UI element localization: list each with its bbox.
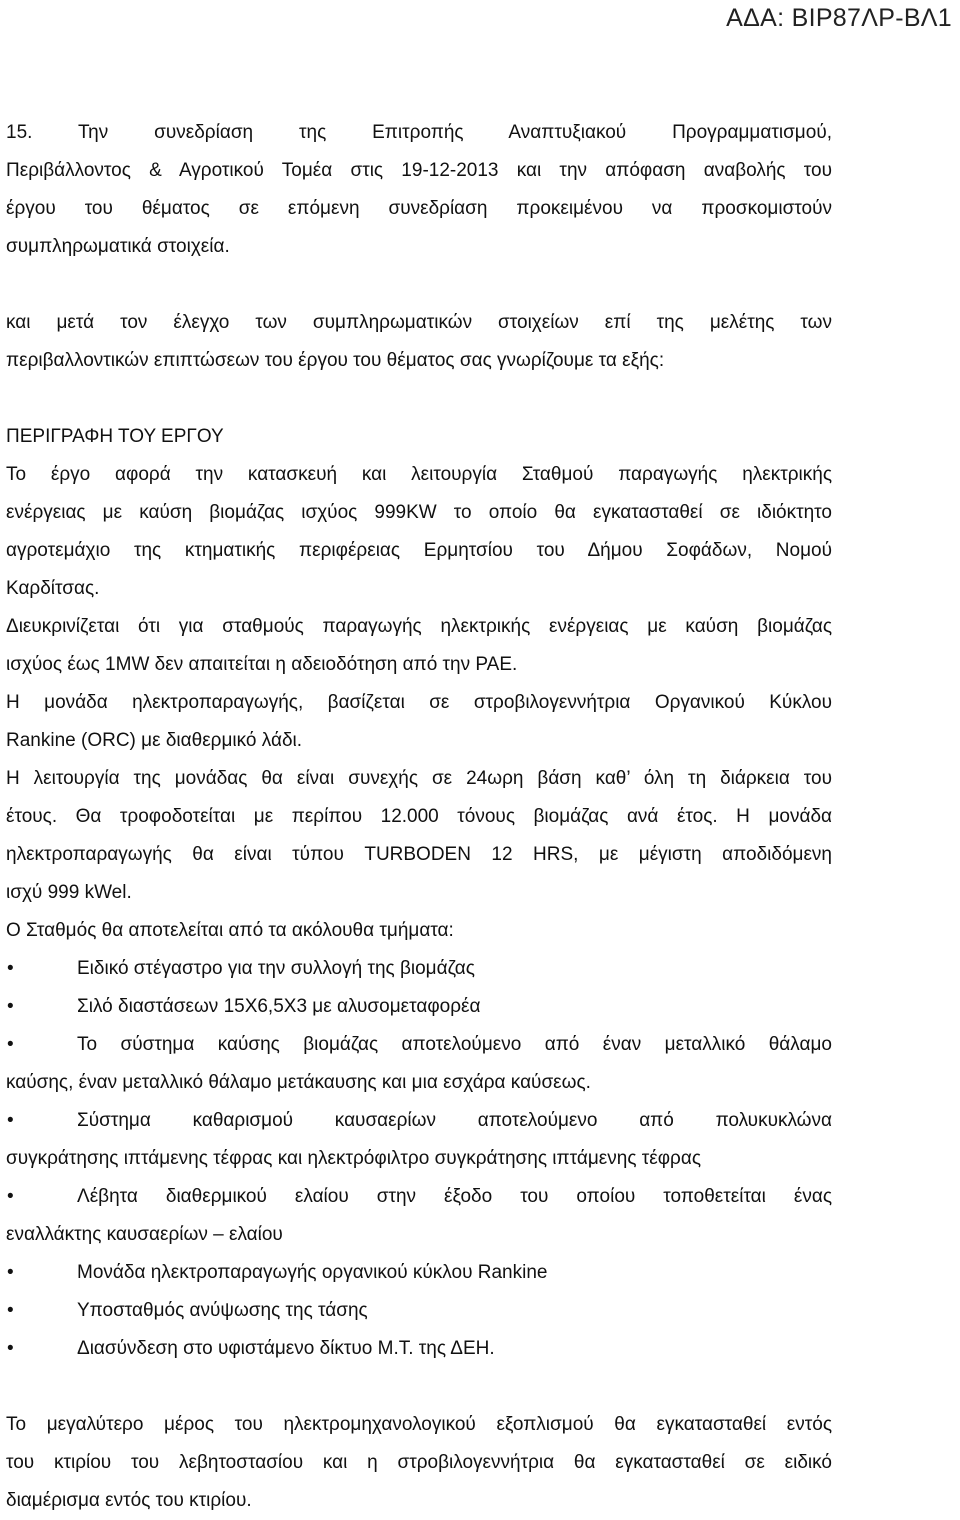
- section15-line: Περιβάλλοντος & Αγροτικού Τομέα στις 19-12-2013 και την απόφαση αναβολής του: [6, 160, 832, 181]
- bullet-icon: •: [7, 958, 14, 979]
- list-item-text: Λέβητα διαθερμικού ελαίου στην έξοδο του οποίου τοποθετείται ένας: [77, 1186, 832, 1207]
- list-item-text: Ειδικό στέγαστρο για την συλλογή της βιομάζας: [77, 958, 475, 979]
- section15-line: 15. Την συνεδρίαση της Επιτροπής Αναπτυξιακού Προγραμματισμού,: [6, 122, 832, 143]
- document-body: [6, 114, 832, 1520]
- bullet-icon: •: [7, 1338, 14, 1359]
- description-line: Η μονάδα ηλεκτροπαραγωγής, βασίζεται σε στροβιλογεννήτρια Οργανικού Κύκλου: [6, 692, 832, 713]
- list-item: [6, 950, 832, 988]
- bullet-icon: •: [7, 1034, 14, 1055]
- description-line: Το έργο αφορά την κατασκευή και λειτουργία Σταθμού παραγωγής ηλεκτρικής: [6, 464, 832, 485]
- closing-line: διαμέρισμα εντός του κτιρίου.: [6, 1490, 252, 1511]
- list-item-text: Υποσταθμός ανύψωσης της τάσης: [77, 1300, 368, 1321]
- description-line: Η λειτουργία της μονάδας θα είναι συνεχής σε 24ωρη βάση καθ’ όλη τη διάρκεια του: [6, 768, 832, 789]
- description-line: ισχύ 999 kWel.: [6, 882, 132, 903]
- description-line: ισχύος έως 1MW δεν απαιτείται η αδειοδότηση από την ΡΑΕ.: [6, 654, 518, 675]
- description-line: Ο Σταθμός θα αποτελείται από τα ακόλουθα τμήματα:: [6, 920, 454, 941]
- description-line: έτους. Θα τροφοδοτείται με περίπου 12.000 τόνους βιομάζας ανά έτος. Η μονάδα: [6, 806, 832, 827]
- bullet-icon: •: [7, 1262, 14, 1283]
- list-item-text: Το σύστημα καύσης βιομάζας αποτελούμενο από έναν μεταλλικό θάλαμο: [77, 1034, 832, 1055]
- list-item-text: Σύστημα καθαρισμού καυσαερίων αποτελούμενο από πολυκυκλώνα: [77, 1110, 832, 1131]
- section15-line: συμπληρωματικά στοιχεία.: [6, 236, 230, 257]
- bullet-icon: •: [7, 1300, 14, 1321]
- description-line: Διευκρινίζεται ότι για σταθμούς παραγωγής ηλεκτρικής ενέργειας με καύση βιομάζας: [6, 616, 832, 637]
- description-line: ηλεκτροπαραγωγής θα είναι τύπου TURBODEN 12 HRS, με μέγιστη αποδιδόμενη: [6, 844, 832, 865]
- bullet-icon: •: [7, 1186, 14, 1207]
- description-line: Καρδίτσας.: [6, 578, 100, 599]
- bullet-icon: •: [7, 996, 14, 1017]
- spacer: [6, 266, 832, 304]
- section-heading: ΠΕΡΙΓΡΑΦΗ ΤΟΥ ΕΡΓΟΥ: [6, 426, 224, 447]
- description-line: ενέργειας με καύση βιομάζας ισχύος 999KW το οποίο θα εγκατασταθεί σε ιδιόκτητο: [6, 502, 832, 523]
- description-line: αγροτεμάχιο της κτηματικής περιφέρειας Ερμητσίου του Δήμου Σοφάδων, Νομού: [6, 540, 832, 561]
- list-item: [6, 1330, 832, 1368]
- closing-line: Το μεγαλύτερο μέρος του ηλεκτρομηχανολογικού εξοπλισμού θα εγκατασταθεί εντός: [6, 1414, 832, 1435]
- list-item: [6, 1292, 832, 1330]
- list-item-text: Μονάδα ηλεκτροπαραγωγής οργανικού κύκλου Rankine: [77, 1262, 548, 1283]
- intro-line: και μετά τον έλεγχο των συμπληρωματικών στοιχείων επί της μελέτης των: [6, 312, 832, 333]
- section15-line: έργου του θέματος σε επόμενη συνεδρίαση προκειμένου να προσκομιστούν: [6, 198, 832, 219]
- list-item-continuation: συγκράτησης ιπτάμενης τέφρας και ηλεκτρόφιλτρο συγκράτησης ιπτάμενης τέφρας: [6, 1148, 702, 1169]
- list-item: [6, 988, 832, 1026]
- list-item: [6, 1102, 832, 1140]
- list-item-continuation: καύσης, έναν μεταλλικό θάλαμο μετάκαυσης και μια εσχάρα καύσεως.: [6, 1072, 591, 1093]
- spacer: [6, 380, 832, 418]
- list-item: [6, 1254, 832, 1292]
- list-item-text: Σιλό διαστάσεων 15Χ6,5Χ3 με αλυσομεταφορέα: [77, 996, 481, 1017]
- list-item-text: Διασύνδεση στο υφιστάμενο δίκτυο Μ.Τ. της ΔΕΗ.: [77, 1338, 495, 1359]
- list-item: [6, 1026, 832, 1064]
- intro-line: περιβαλλοντικών επιπτώσεων του έργου του θέματος σας γνωρίζουμε τα εξής:: [6, 350, 665, 371]
- document-code: ΑΔΑ: ΒΙΡ87ΛΡ-ΒΛ1: [726, 4, 952, 32]
- list-item: [6, 1178, 832, 1216]
- description-line: Rankine (ORC) με διαθερμικό λάδι.: [6, 730, 303, 751]
- bullet-icon: •: [7, 1110, 14, 1131]
- spacer: [6, 1368, 832, 1406]
- list-item-continuation: εναλλάκτης καυσαερίων – ελαίου: [6, 1224, 283, 1245]
- closing-line: του κτιρίου του λεβητοστασίου και η στροβιλογεννήτρια θα εγκατασταθεί σε ειδικό: [6, 1452, 832, 1473]
